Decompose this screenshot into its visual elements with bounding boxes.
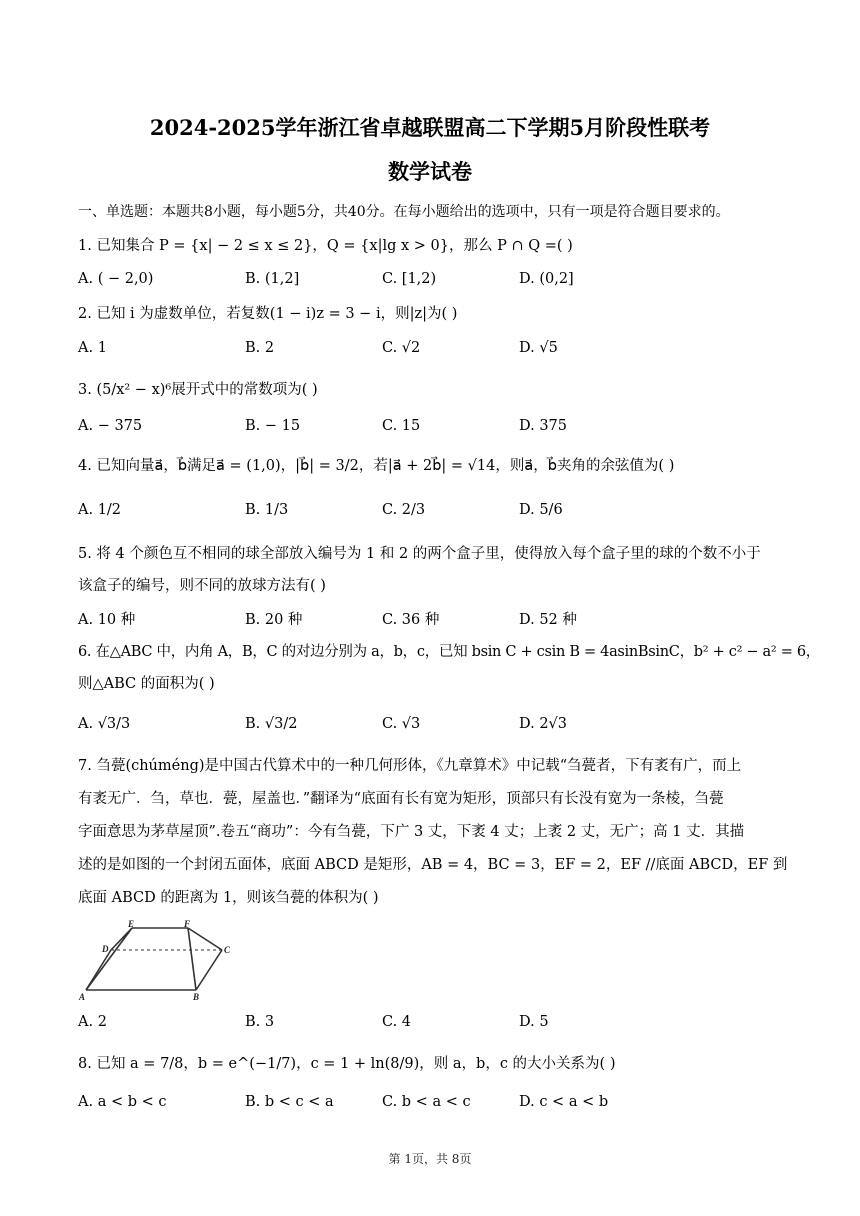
exam-title: 2024-2025学年浙江省卓越联盟高二下学期5月阶段性联考 [149, 115, 711, 140]
q7-option-d: D. 5 [519, 1014, 549, 1030]
question-1-text: 1. 已知集合 P = {x| − 2 ≤ x ≤ 2}，Q = {x|lg x > 0}，那么 P ∩ Q =( ) [78, 238, 573, 254]
question-7-text-line-5: 底面 ABCD 的距离为 1，则该刍甍的体积为( ) [78, 890, 379, 906]
q4-option-a: A. 1/2 [78, 502, 122, 518]
q5-option-c: C. 36 种 [382, 612, 440, 628]
q1-option-a: A. ( − 2,0) [78, 271, 154, 287]
question-7-text-line-1: 7. 刍甍(chúméng)是中国古代算术中的一种几何形体，《九章算术》中记载“刍甍者，下有袤有广，而上 [78, 758, 742, 774]
q3-option-a: A. − 375 [78, 418, 143, 434]
q1-option-b: B. (1,2] [245, 271, 300, 287]
question-8-options [78, 1094, 788, 1116]
q7-option-a: A. 2 [78, 1014, 107, 1030]
vertex-e-label: E [128, 920, 135, 929]
q2-option-a: A. 1 [78, 340, 107, 356]
question-6-options [78, 716, 788, 738]
q2-option-d: D. √5 [519, 340, 558, 356]
q6-option-a: A. √3/3 [78, 716, 131, 732]
question-2-text: 2. 已知 i 为虚数单位，若复数(1 − i)z = 3 − i，则|z|为( ) [78, 306, 458, 322]
question-5-text-line-2: 该盒子的编号，则不同的放球方法有( ) [78, 578, 326, 594]
edge-bc [196, 950, 222, 990]
question-7-text-line-4: 述的是如图的一个封闭五面体，底面 ABCD 是矩形，AB = 4，BC = 3，EF = 2，EF //底面 ABCD，EF 到 [78, 857, 788, 873]
question-6-text-line-2: 则△ABC 的面积为( ) [78, 676, 215, 692]
question-4-text: 4. 已知向量a⃗，b⃗满足a⃗ = (1,0)，|b⃗| = 3/2，若|a⃗ + 2b⃗| = √14，则a⃗，b⃗夹角的余弦值为( ) [78, 458, 675, 474]
vertex-b-label: B [193, 992, 200, 1002]
q5-option-a: A. 10 种 [78, 612, 136, 628]
edge-fb [188, 928, 196, 990]
question-3-text: 3. (5/x² − x)⁶展开式中的常数项为( ) [78, 382, 318, 398]
vertex-a-label: A [79, 992, 86, 1002]
q1-option-c: C. [1,2) [382, 271, 437, 287]
vertex-f-label: F [184, 920, 191, 929]
exam-subtitle: 数学试卷 [388, 159, 472, 184]
q3-option-c: C. 15 [382, 418, 421, 434]
q6-option-c: C. √3 [382, 716, 421, 732]
vertex-c-label: C [224, 945, 231, 955]
q5-option-b: B. 20 种 [245, 612, 303, 628]
q3-option-b: B. − 15 [245, 418, 301, 434]
question-5-text-line-1: 5. 将 4 个颜色互不相同的球全部放入编号为 1 和 2 的两个盒子里，使得放入每个盒子里的球的个数不小于 [78, 546, 761, 562]
q7-option-b: B. 3 [245, 1014, 275, 1030]
question-7-options [78, 1014, 788, 1036]
question-8-text: 8. 已知 a = 7/8，b = e^(−1/7)，c = 1 + ln(8/9)，则 a，b，c 的大小关系为( ) [78, 1056, 616, 1072]
q6-option-b: B. √3/2 [245, 716, 298, 732]
page-footer: 第 1页，共 8页 [388, 1152, 472, 1166]
question-4-options [78, 502, 788, 524]
q2-option-c: C. √2 [382, 340, 421, 356]
pentahedron-figure [78, 920, 248, 1006]
q4-option-c: C. 2/3 [382, 502, 426, 518]
q5-option-d: D. 52 种 [519, 612, 577, 628]
vertex-d-label: D [102, 944, 109, 954]
q8-option-d: D. c < a < b [519, 1094, 609, 1110]
q2-option-b: B. 2 [245, 340, 275, 356]
q3-option-d: D. 375 [519, 418, 568, 434]
edge-ae [86, 928, 132, 990]
edge-fc [188, 928, 222, 950]
q4-option-d: D. 5/6 [519, 502, 563, 518]
q8-option-b: B. b < c < a [245, 1094, 334, 1110]
question-5-options [78, 608, 788, 630]
q1-option-d: D. (0,2] [519, 271, 574, 287]
question-2-options [78, 340, 788, 362]
question-7-text-line-3: 字面意思为茅草屋顶”.卷五“商功”：今有刍甍，下广 3 丈，下袤 4 丈；上袤 2 丈，无广；高 1 丈．其描 [78, 824, 745, 840]
question-3-options [78, 418, 788, 440]
q6-option-d: D. 2√3 [519, 716, 568, 732]
q4-option-b: B. 1/3 [245, 502, 289, 518]
section-heading: 一、单选题：本题共8小题，每小题5分，共40分。在每小题给出的选项中，只有一项是符合题目要求的。 [78, 204, 730, 220]
question-6-text-line-1: 6. 在△ABC 中，内角 A，B，C 的对边分别为 a，b，c，已知 bsin C + csin B = 4asinBsinC，b² + c² − a² = 6， [78, 644, 821, 660]
question-7-text-line-2: 有袤无广．刍，草也．甍，屋盖也．”翻译为“底面有长有宽为矩形，顶部只有长没有宽为一条棱，刍甍 [78, 791, 724, 807]
q8-option-a: A. a < b < c [78, 1094, 167, 1110]
q8-option-c: C. b < a < c [382, 1094, 471, 1110]
question-1-options [78, 271, 788, 293]
q7-option-c: C. 4 [382, 1014, 412, 1030]
